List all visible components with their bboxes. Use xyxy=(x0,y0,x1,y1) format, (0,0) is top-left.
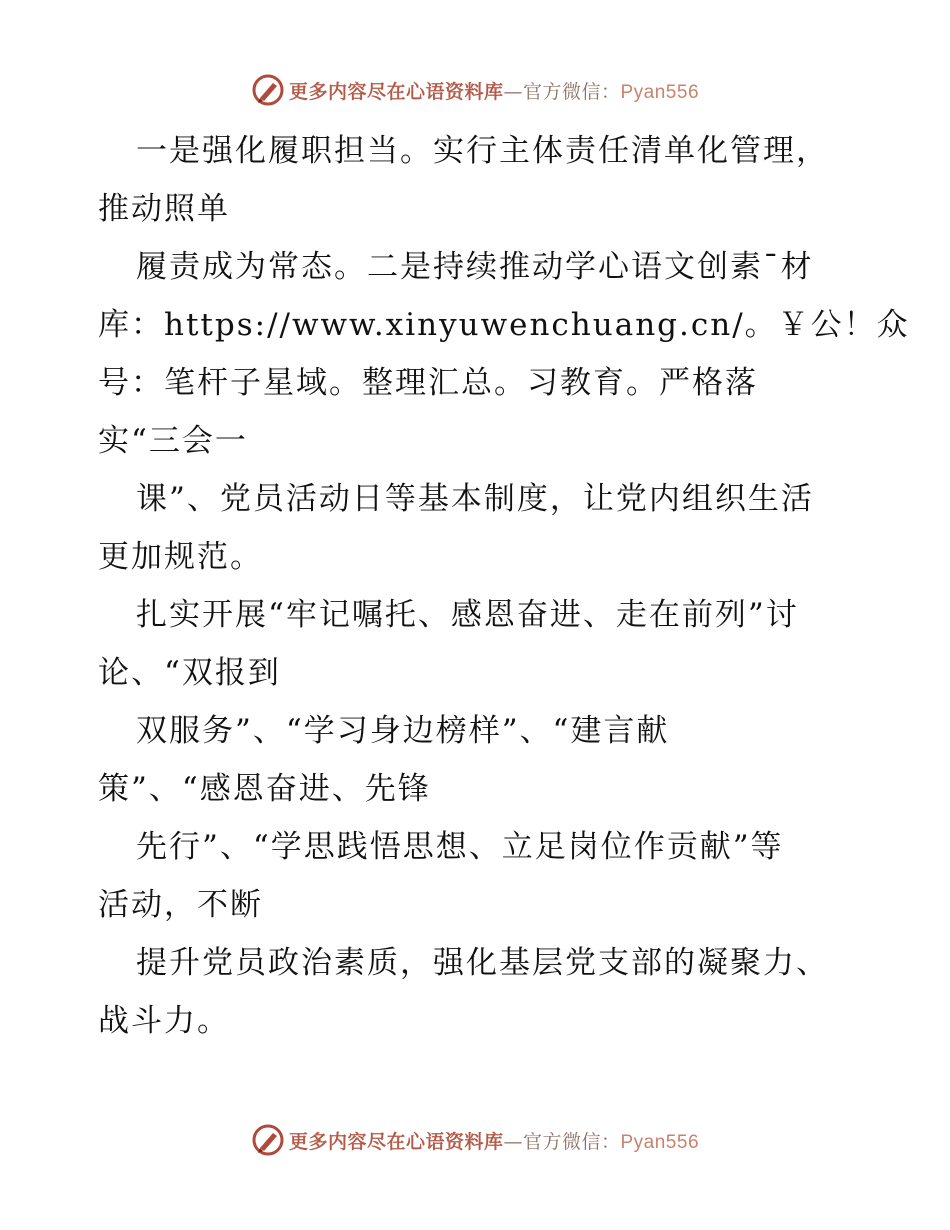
body-line: 实“三会一 xyxy=(98,423,248,459)
header-wechat-id: Pyan556 xyxy=(620,81,700,103)
header-dash: — xyxy=(503,80,523,103)
body-line: 扎实开展“牢记嘱托、感恩奋进、走在前列”讨 xyxy=(136,597,799,633)
body-line: 策”、“感恩奋进、先锋 xyxy=(98,771,431,807)
body-line: 先行”、“学思践悟思想、立足岗位作贡献”等 xyxy=(136,829,784,865)
body-line: 论、“双报到 xyxy=(98,655,281,691)
body-line: 号：笔杆子星域。整理汇总。习教育。严格落 xyxy=(98,365,758,401)
body-line: 战斗力。 xyxy=(98,1003,230,1039)
header-banner-text xyxy=(289,77,699,104)
footer-wechat-label: 官方微信： xyxy=(522,1130,621,1153)
footer-banner-text xyxy=(289,1127,699,1154)
header-banner xyxy=(0,70,950,110)
body-line: 履责成为常态。二是持续推动学心语文创素¯材 xyxy=(136,249,814,285)
footer-wechat-id: Pyan556 xyxy=(620,1131,700,1153)
body-line: 一是强化履职担当。实行主体责任清单化管理， xyxy=(136,133,829,169)
body-line: 更加规范。 xyxy=(98,539,263,575)
pen-logo-icon xyxy=(251,1123,285,1157)
body-line: 课”、党员活动日等基本制度，让党内组织生活 xyxy=(136,481,814,517)
header-brand: 更多内容尽在心语资料库 xyxy=(288,80,504,103)
body-line: 提升党员政治素质，强化基层党支部的凝聚力、 xyxy=(136,945,829,981)
body-line: 库：https://www.xinyuwenchuang.cn/。￥公！众 xyxy=(98,307,910,343)
document-body xyxy=(98,122,910,1050)
header-wechat-label: 官方微信： xyxy=(522,80,621,103)
footer-brand: 更多内容尽在心语资料库 xyxy=(288,1130,504,1153)
footer-dash: — xyxy=(503,1130,523,1153)
body-line: 推动照单 xyxy=(98,191,230,227)
footer-banner xyxy=(0,1120,950,1160)
body-line: 双服务”、“学习身边榜样”、“建言献 xyxy=(136,713,670,749)
body-line: 活动，不断 xyxy=(98,887,263,923)
pen-logo-icon xyxy=(251,73,285,107)
